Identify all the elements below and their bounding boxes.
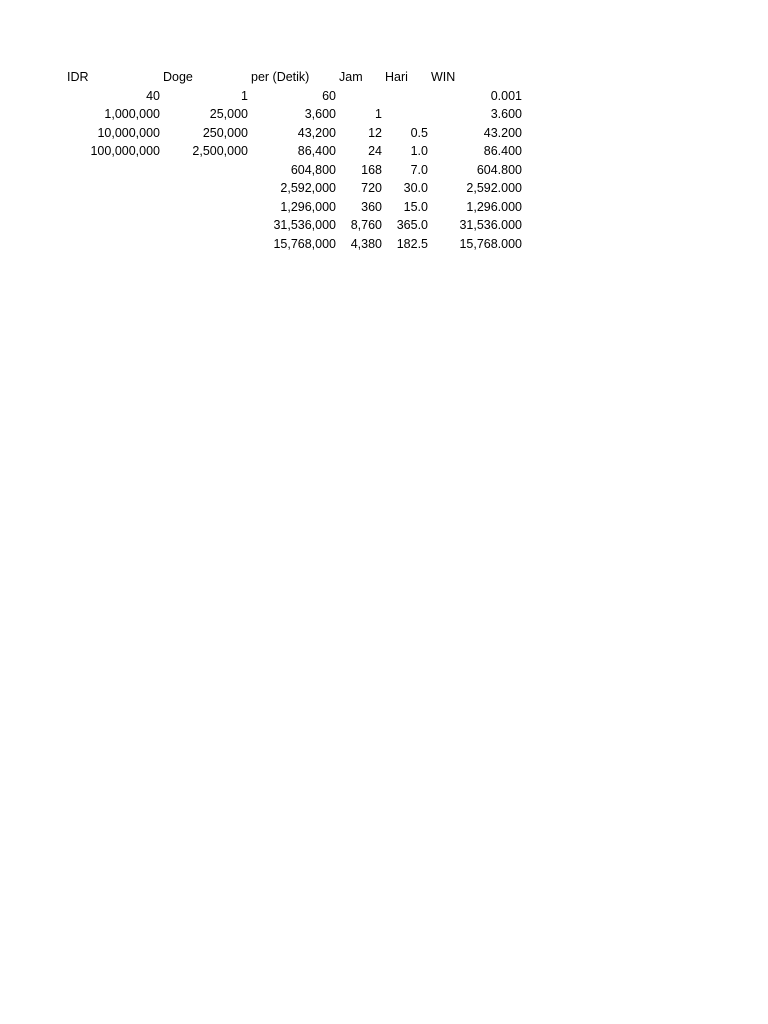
cell-per-detik: 60 xyxy=(322,88,336,103)
cell-hari: 30.0 xyxy=(403,181,428,195)
header-row xyxy=(66,68,524,87)
cell-hari: 1.0 xyxy=(410,144,428,158)
cell-doge xyxy=(162,161,250,180)
cell-per-detik: 15,768,000 xyxy=(273,236,336,251)
cell-per-detik: 1,296,000 xyxy=(280,199,336,214)
table-row xyxy=(66,161,524,180)
cell-win: 43.200 xyxy=(483,125,522,140)
cell-doge xyxy=(162,235,250,254)
table-row xyxy=(66,124,524,143)
cell-doge: 25,000 xyxy=(209,107,248,121)
cell-idr xyxy=(66,235,162,254)
cell-idr: 1,000,000 xyxy=(104,107,160,121)
cell-hari: 365.0 xyxy=(396,218,428,232)
cell-per-detik: 31,536,000 xyxy=(273,218,336,232)
cell-doge: 2,500,000 xyxy=(192,144,248,158)
cell-hari: 7.0 xyxy=(410,162,428,177)
header-cell-win: WIN xyxy=(431,70,456,84)
cell-hari: 0.5 xyxy=(410,125,428,140)
cell-hari xyxy=(384,87,430,106)
cell-win: 0.001 xyxy=(490,88,522,103)
cell-idr: 40 xyxy=(146,88,160,103)
cell-per-detik: 2,592,000 xyxy=(280,181,336,195)
table-row xyxy=(66,142,524,161)
table-row xyxy=(66,87,524,106)
table-row xyxy=(66,198,524,217)
cell-jam xyxy=(338,87,384,106)
cell-doge xyxy=(162,179,250,198)
cell-jam: 12 xyxy=(368,125,382,140)
cell-idr xyxy=(66,179,162,198)
header-cell-per-detik: per (Detik) xyxy=(251,70,310,84)
cell-jam: 720 xyxy=(361,181,382,195)
header-cell-idr: IDR xyxy=(67,70,89,84)
cell-doge xyxy=(162,216,250,235)
table-row xyxy=(66,105,524,124)
table-row xyxy=(66,235,524,254)
cell-hari: 182.5 xyxy=(396,236,428,251)
cell-win: 15,768.000 xyxy=(459,236,522,251)
cell-per-detik: 604,800 xyxy=(290,162,336,177)
cell-jam: 360 xyxy=(361,199,382,214)
cell-jam: 8,760 xyxy=(350,218,382,232)
header-cell-doge: Doge xyxy=(163,70,193,84)
cell-idr: 10,000,000 xyxy=(97,125,160,140)
cell-jam: 4,380 xyxy=(350,236,382,251)
cell-doge xyxy=(162,198,250,217)
cell-win: 604.800 xyxy=(476,162,522,177)
cell-win: 2,592.000 xyxy=(466,181,522,195)
data-table xyxy=(66,68,524,253)
cell-idr xyxy=(66,161,162,180)
cell-idr: 100,000,000 xyxy=(90,144,160,158)
cell-doge: 1 xyxy=(241,88,248,103)
table-row xyxy=(66,179,524,198)
cell-hari xyxy=(384,105,430,124)
cell-hari: 15.0 xyxy=(403,199,428,214)
cell-jam: 24 xyxy=(368,144,382,158)
cell-jam: 168 xyxy=(361,162,382,177)
table-row xyxy=(66,216,524,235)
cell-win: 1,296.000 xyxy=(466,199,522,214)
header-cell-jam: Jam xyxy=(339,70,363,84)
cell-per-detik: 43,200 xyxy=(297,125,336,140)
header-cell-hari: Hari xyxy=(385,70,408,84)
cell-per-detik: 3,600 xyxy=(304,107,336,121)
cell-win: 3.600 xyxy=(490,107,522,121)
cell-idr xyxy=(66,216,162,235)
cell-doge: 250,000 xyxy=(202,125,248,140)
cell-win: 86.400 xyxy=(483,144,522,158)
cell-per-detik: 86,400 xyxy=(297,144,336,158)
cell-jam: 1 xyxy=(375,107,382,121)
cell-idr xyxy=(66,198,162,217)
cell-win: 31,536.000 xyxy=(459,218,522,232)
